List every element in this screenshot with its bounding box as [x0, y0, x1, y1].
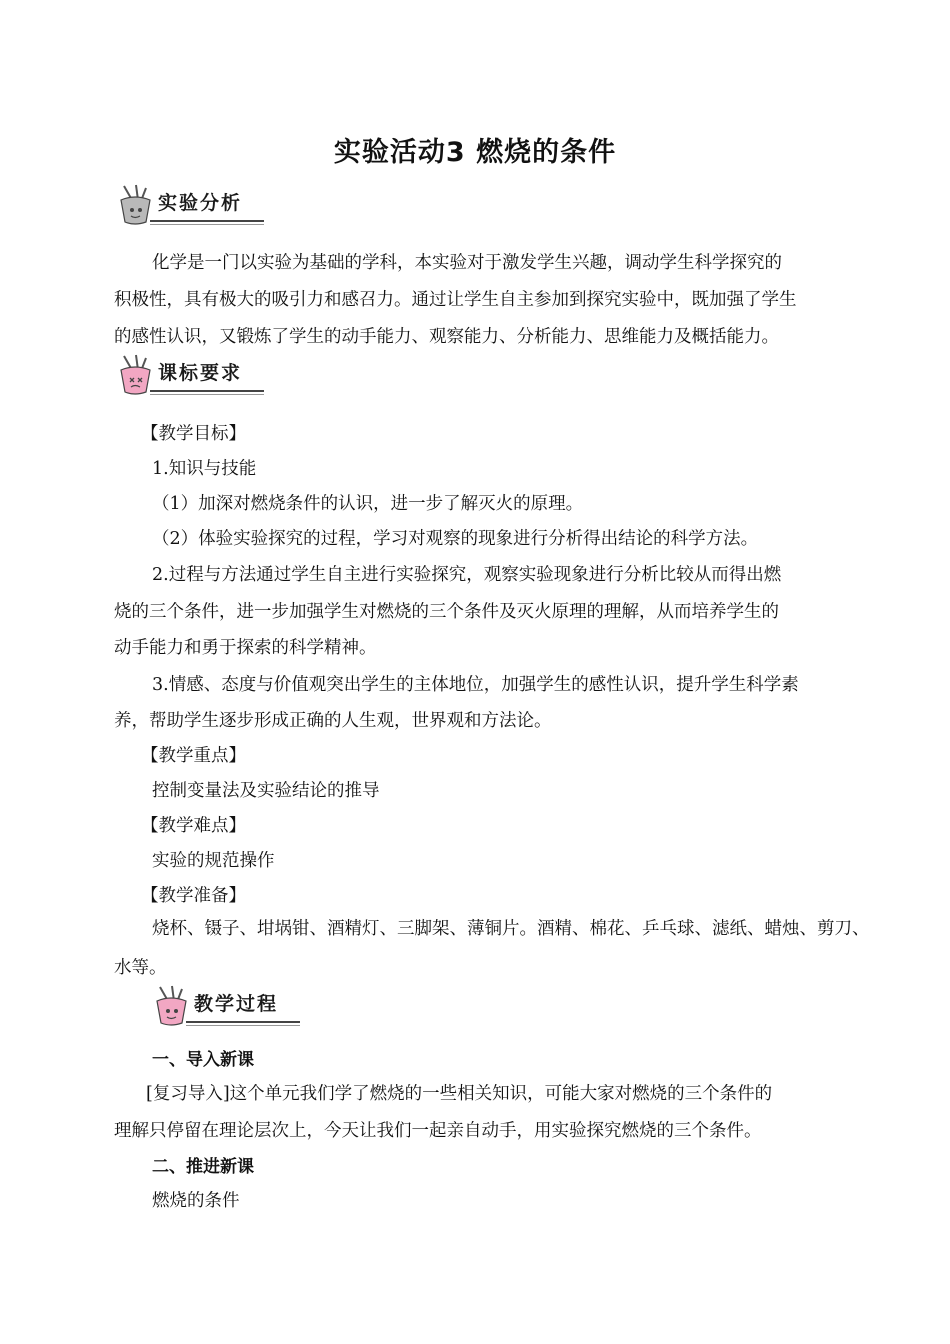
section-heading-standards: 课标要求	[158, 362, 243, 384]
knowledge-skill-item: 1.知识与技能	[152, 459, 257, 479]
section-banner-process	[150, 985, 300, 1029]
section-heading-analysis: 实验分析	[158, 192, 243, 214]
divider	[186, 1025, 300, 1026]
knowledge-item-2: （2）体验实验探究的过程，学习对观察的现象进行分析得出结论的科学方法。	[152, 529, 759, 549]
paragraph-line: 理解只停留在理论层次上，今天让我们一起亲自动手，用实验探究燃烧的三个条件。	[114, 1121, 762, 1141]
divider	[150, 220, 264, 222]
difficulty-label: 【教学难点】	[141, 816, 246, 836]
key-point-text: 控制变量法及实验结论的推导	[152, 781, 380, 801]
page-title: 实验活动3 燃烧的条件	[333, 137, 617, 168]
divider	[150, 224, 264, 225]
section-banner-standards	[114, 354, 264, 398]
paragraph-line: 2.过程与方法通过学生自主进行实验探究，观察实验现象进行分析比较从而得出燃	[152, 565, 782, 585]
goal-label: 【教学目标】	[141, 424, 246, 444]
part1-heading: 一、导入新课	[152, 1050, 254, 1070]
key-point-label: 【教学重点】	[141, 746, 246, 766]
paragraph-line: 化学是一门以实验为基础的学科，本实验对于激发学生兴趣，调动学生科学探究的	[152, 253, 782, 273]
section-heading-process: 教学过程	[194, 993, 279, 1015]
paragraph-line: 动手能力和勇于探索的科学精神。	[114, 638, 377, 658]
paragraph-line: 养，帮助学生逐步形成正确的人生观，世界观和方法论。	[114, 711, 552, 731]
part2-heading: 二、推进新课	[152, 1157, 254, 1177]
divider	[150, 390, 264, 392]
paragraph-line: 水等。	[114, 958, 167, 978]
knowledge-item-1: （1）加深对燃烧条件的认识，进一步了解灭火的原理。	[152, 494, 584, 514]
paragraph-line: 的感性认识，又锻炼了学生的动手能力、观察能力、分析能力、思维能力及概括能力。	[114, 327, 779, 347]
paragraph-line: 3.情感、态度与价值观突出学生的主体地位，加强学生的感性认识，提升学生科学素	[152, 675, 799, 695]
section-banner-analysis	[114, 184, 264, 228]
divider	[150, 394, 264, 395]
difficulty-text: 实验的规范操作	[152, 851, 275, 871]
paragraph-line: 积极性，具有极大的吸引力和感召力。通过让学生自主参加到探究实验中，既加强了学生	[114, 290, 797, 310]
paragraph-line: 烧杯、镊子、坩埚钳、酒精灯、三脚架、薄铜片。酒精、棉花、乒乓球、滤纸、蜡烛、剪刀、	[152, 919, 870, 939]
divider	[186, 1021, 300, 1023]
paragraph-line: 烧的三个条件，进一步加强学生对燃烧的三个条件及灭火原理的理解，从而培养学生的	[114, 602, 779, 622]
part2-text: 燃烧的条件	[152, 1191, 240, 1211]
preparation-label: 【教学准备】	[141, 886, 246, 906]
paragraph-line: [复习导入]这个单元我们学了燃烧的一些相关知识，可能大家对燃烧的三个条件的	[146, 1084, 773, 1104]
